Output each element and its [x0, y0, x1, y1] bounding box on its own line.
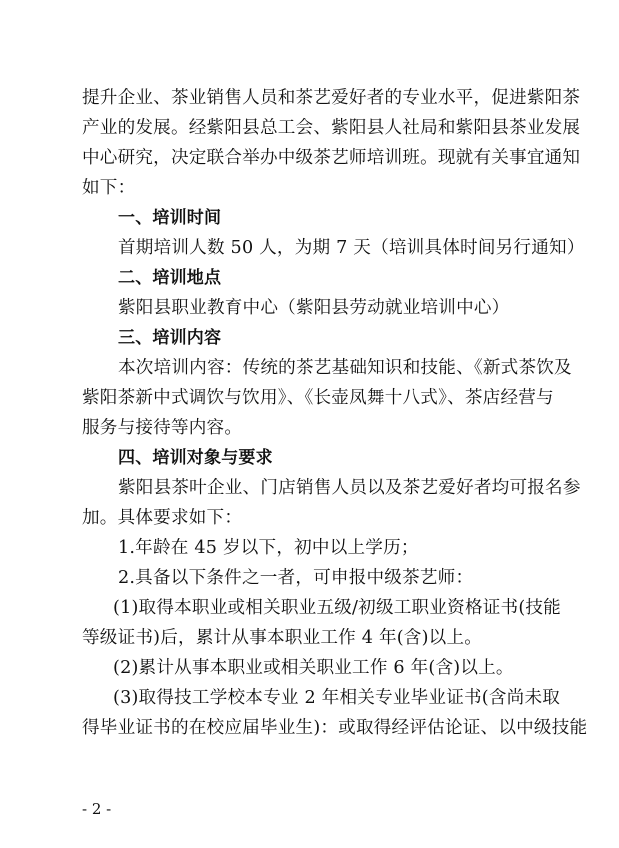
section-heading-training-requirements: 四、培训对象与要求	[118, 448, 273, 468]
body-text-line: 紫阳县茶叶企业、门店销售人员以及茶艺爱好者均可报名参	[118, 478, 581, 498]
section-heading-training-time: 一、培训时间	[118, 208, 222, 228]
body-text-line: 如下：	[82, 178, 136, 198]
sub-item-condition-3: (3)取得技工学校本专业 2 年相关专业毕业证书(含尚未取	[113, 688, 561, 708]
section-heading-training-location: 二、培训地点	[118, 268, 222, 288]
sub-item-condition-2: (2)累计从事本职业或相关职业工作 6 年(含)以上。	[113, 658, 514, 678]
section-heading-training-content: 三、培训内容	[118, 328, 222, 348]
body-text-line: 提升企业、茶业销售人员和茶艺爱好者的专业水平，促进紫阳茶	[82, 88, 581, 108]
list-item-age-requirement: 1.年龄在 45 岁以下，初中以上学历；	[118, 538, 419, 558]
body-text-line: 紫阳县职业教育中心（紫阳县劳动就业培训中心）	[118, 298, 510, 318]
body-text-line: 等级证书)后，累计从事本职业工作 4 年(含)以上。	[82, 628, 483, 648]
body-text-line: 中心研究，决定联合举办中级茶艺师培训班。现就有关事宜通知	[82, 148, 581, 168]
page-number: - 2 -	[82, 800, 112, 818]
body-text-line: 服务与接待等内容。	[82, 418, 243, 438]
body-text-line: 紫阳茶新中式调饮与饮用》、《长壶凤舞十八式》、茶店经营与	[82, 388, 554, 408]
body-text-line: 本次培训内容：传统的茶艺基础知识和技能、《新式茶饮及	[118, 358, 572, 378]
body-text-line: 加。具体要求如下：	[82, 508, 243, 528]
sub-item-condition-1: (1)取得本职业或相关职业五级/初级工职业资格证书(技能	[113, 598, 561, 618]
list-item-conditions: 2.具备以下条件之一者，可申报中级茶艺师：	[118, 568, 474, 588]
body-text-line: 产业的发展。经紫阳县总工会、紫阳县人社局和紫阳县茶业发展	[82, 118, 581, 138]
body-text-line: 首期培训人数 50 人，为期 7 天（培训具体时间另行通知）	[118, 238, 585, 258]
body-text-line: 得毕业证书的在校应届毕业生)：或取得经评估论证、以中级技能	[82, 718, 588, 738]
